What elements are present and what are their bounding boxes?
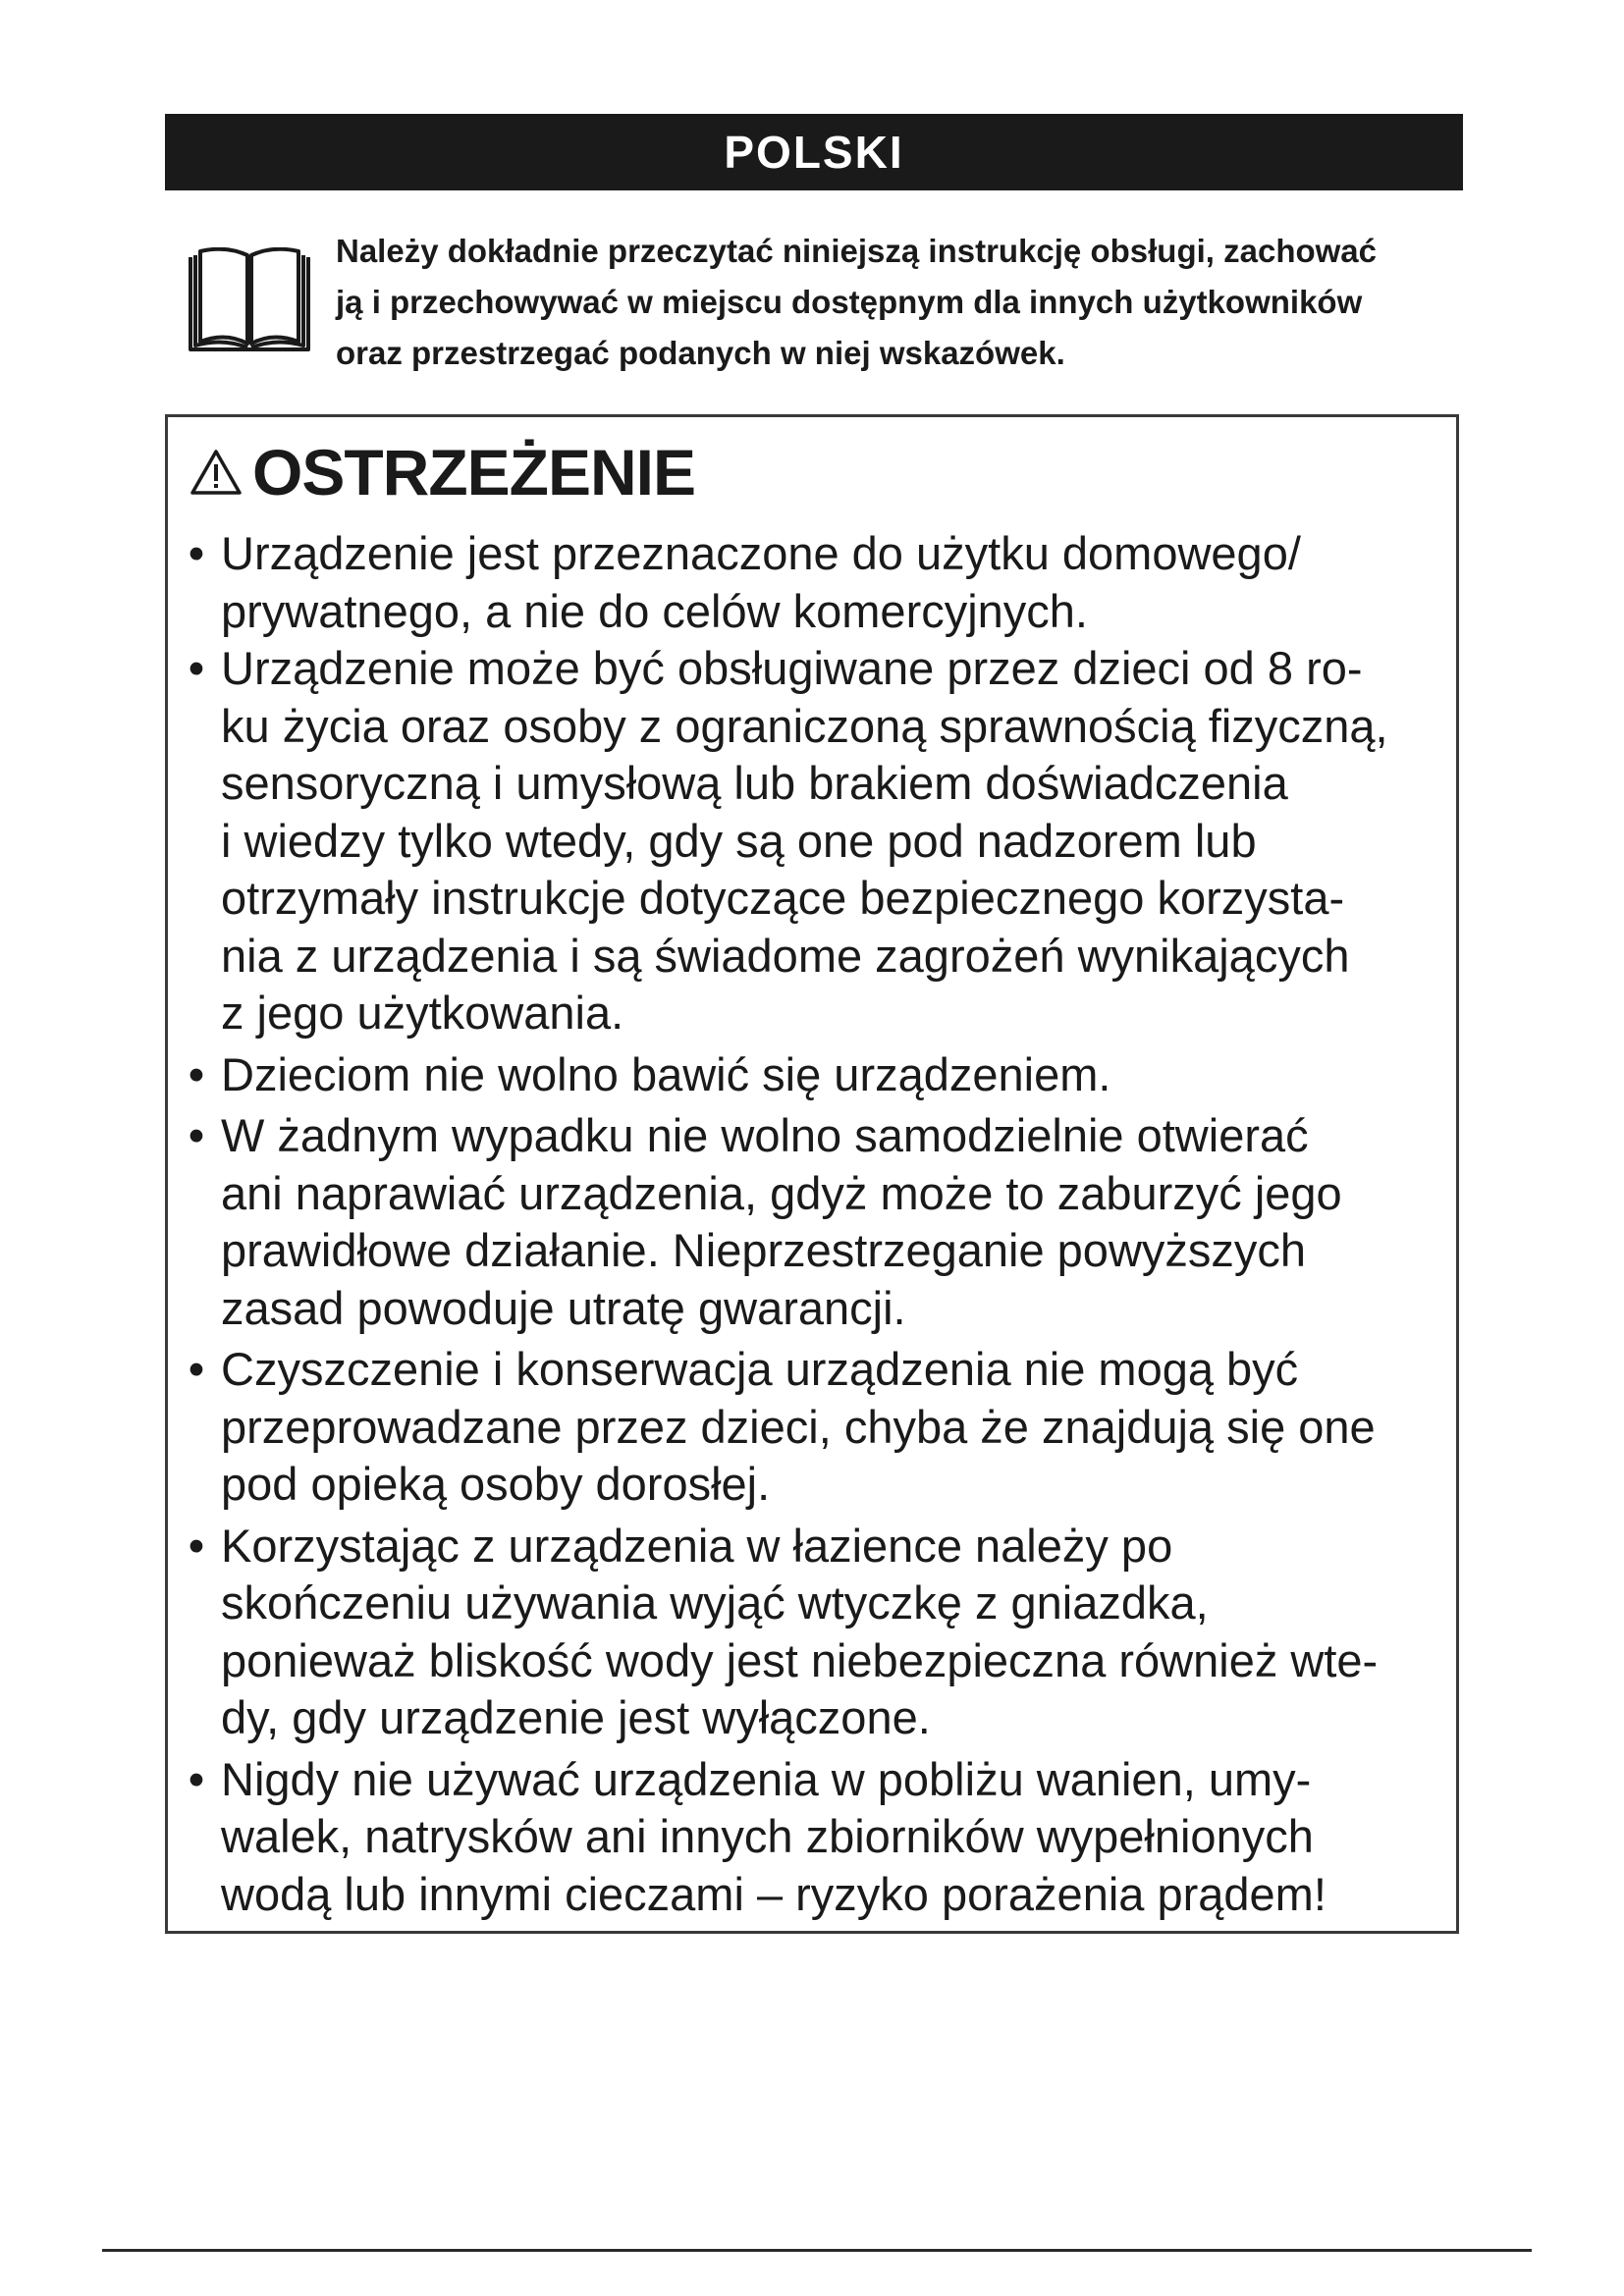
warning-line: Urządzenie jest przeznaczone do użytku domowego/ — [221, 527, 1301, 579]
warning-triangle-icon — [189, 449, 243, 496]
warning-line: prywatnego, a nie do celów komercyjnych. — [221, 584, 1088, 637]
warning-line: i wiedzy tylko wtedy, gdy są one pod nadzorem lub — [221, 814, 1257, 867]
warning-item — [182, 1046, 1448, 1104]
warning-line: prawidłowe działanie. Nieprzestrzeganie powyższych — [221, 1224, 1307, 1276]
bullet-icon: • — [188, 1752, 205, 1805]
intro-notice — [187, 226, 1463, 393]
warning-list — [182, 525, 1448, 1923]
warning-line: Czyszczenie i konserwacja urządzenia nie mogą być — [221, 1343, 1299, 1395]
warning-line: dy, gdy urządzenie jest wyłączone. — [221, 1691, 931, 1743]
book-icon — [187, 247, 312, 355]
bullet-icon: • — [188, 642, 205, 694]
warning-line: Dzieciom nie wolno bawić się urządzeniem. — [221, 1047, 1111, 1100]
warning-item — [182, 640, 1448, 1042]
bullet-icon: • — [188, 1109, 205, 1161]
warning-line: ani naprawiać urządzenia, gdyż może to zaburzyć jego — [221, 1166, 1342, 1219]
warning-item — [182, 1751, 1448, 1924]
warning-heading — [189, 433, 695, 511]
warning-line: Nigdy nie używać urządzenia w pobliżu wanien, umy- — [221, 1752, 1312, 1805]
warning-line: skończeniu używania wyjąć wtyczkę z gniazdka, — [221, 1576, 1209, 1629]
bullet-icon: • — [188, 1519, 205, 1572]
warning-line: otrzymały instrukcje dotyczące bezpiecznego korzysta- — [221, 872, 1345, 924]
warning-item — [182, 1341, 1448, 1514]
intro-line: ją i przechowywać w miejscu dostępnym dla innych użytkowników — [336, 284, 1363, 320]
warning-box — [165, 414, 1459, 1934]
intro-line: oraz przestrzegać podanych w niej wskazówek. — [336, 335, 1065, 371]
warning-item — [182, 1518, 1448, 1747]
warning-line: walek, natrysków ani innych zbiorników wypełnionych — [221, 1810, 1314, 1862]
warning-line: z jego użytkowania. — [221, 987, 624, 1039]
language-header — [165, 114, 1463, 190]
warning-line: W żadnym wypadku nie wolno samodzielnie otwierać — [221, 1109, 1309, 1161]
warning-line: wodą lub innymi cieczami – ryzyko porażenia prądem! — [221, 1867, 1326, 1920]
bullet-icon: • — [188, 527, 205, 579]
warning-item — [182, 525, 1448, 640]
warning-line: przeprowadzane przez dzieci, chyba że znajdują się one — [221, 1400, 1376, 1453]
intro-line: Należy dokładnie przeczytać niniejszą instrukcję obsługi, zachować — [336, 233, 1378, 269]
language-label: POLSKI — [724, 127, 904, 178]
bullet-icon: • — [188, 1047, 205, 1100]
warning-line: Korzystając z urządzenia w łazience należy po — [221, 1519, 1173, 1572]
warning-line: ku życia oraz osoby z ograniczoną sprawnością fizyczną, — [221, 699, 1388, 752]
warning-title: OSTRZEŻENIE — [252, 436, 696, 508]
warning-item — [182, 1107, 1448, 1337]
warning-line: Urządzenie może być obsługiwane przez dzieci od 8 ro- — [221, 642, 1363, 694]
warning-line: zasad powoduje utratę gwarancji. — [221, 1281, 906, 1334]
warning-line: sensoryczną i umysłową lub brakiem doświadczenia — [221, 757, 1288, 809]
warning-line: nia z urządzenia i są świadome zagrożeń wynikających — [221, 929, 1350, 982]
warning-line: pod opieką osoby dorosłej. — [221, 1458, 771, 1510]
warning-line: ponieważ bliskość wody jest niebezpieczna również wte- — [221, 1633, 1379, 1686]
bullet-icon: • — [188, 1343, 205, 1395]
intro-text — [336, 226, 1463, 379]
footer-divider — [102, 2249, 1532, 2252]
